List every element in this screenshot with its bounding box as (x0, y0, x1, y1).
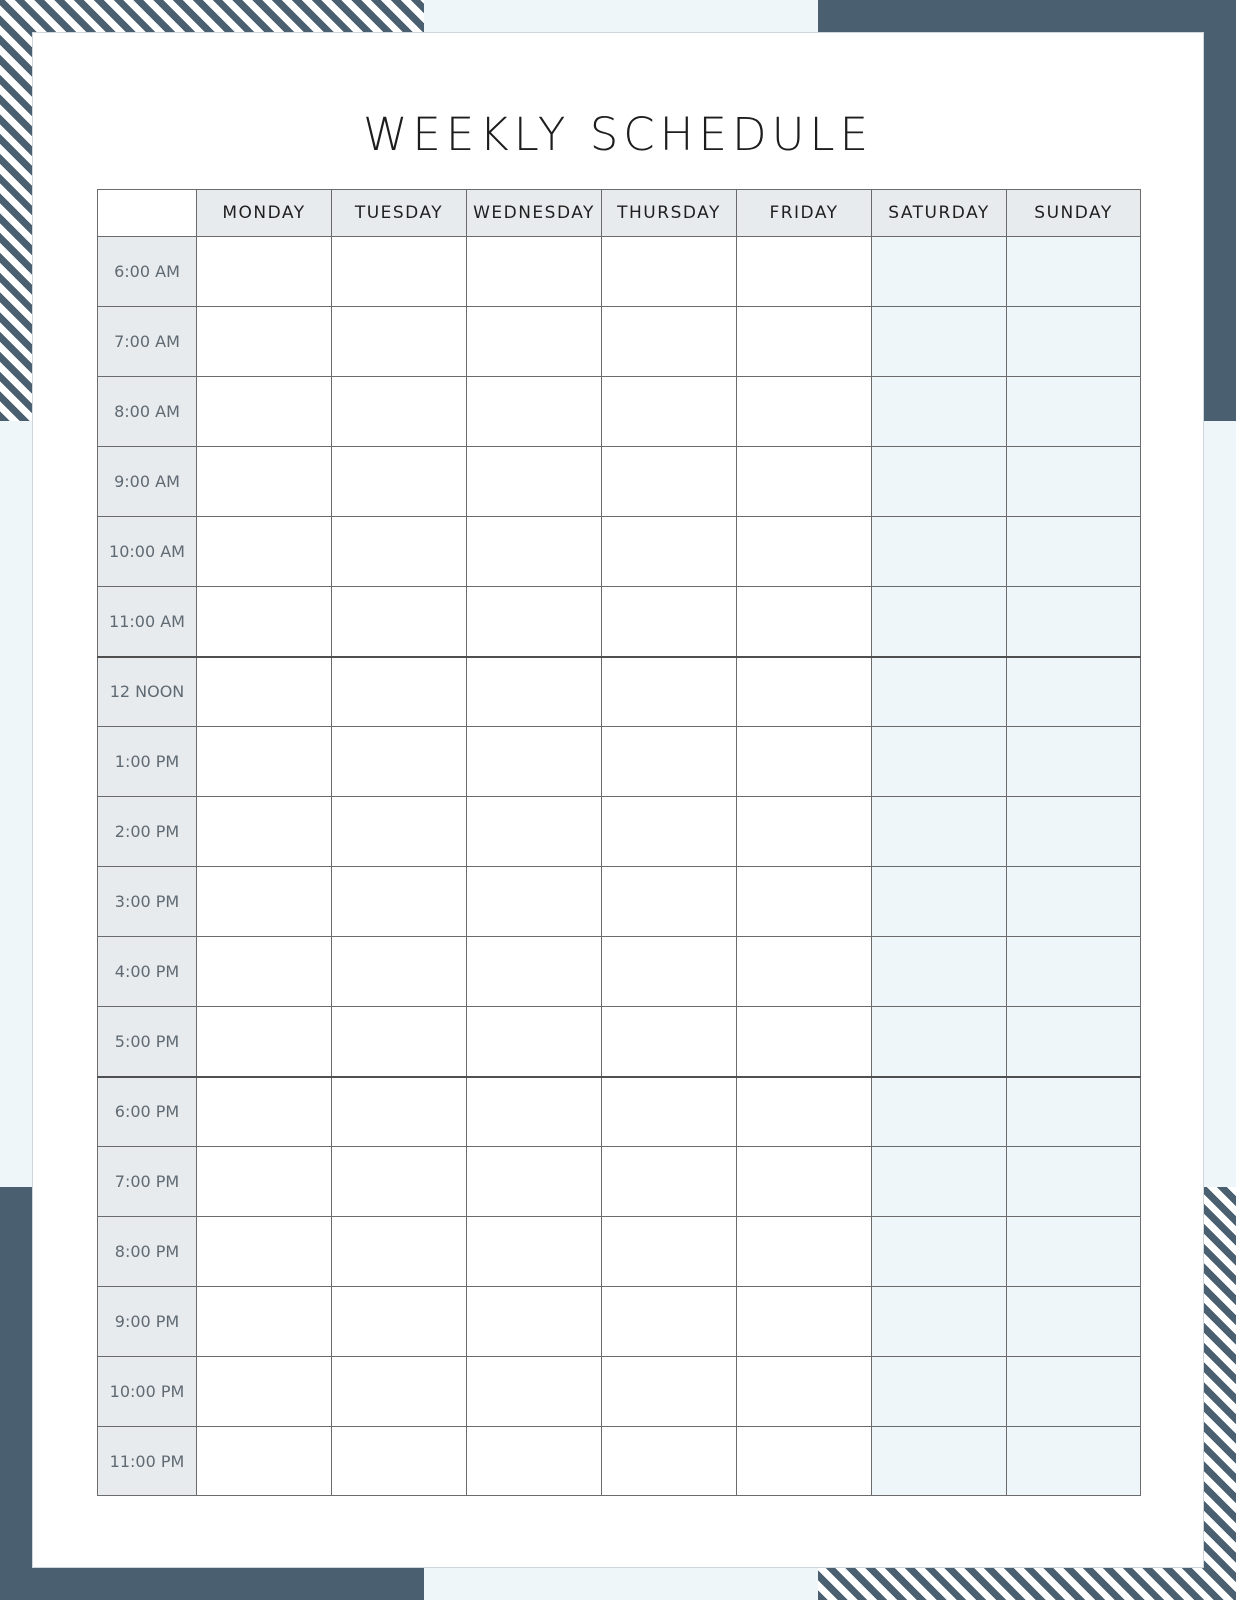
schedule-cell[interactable] (467, 237, 602, 307)
time-label: 8:00 AM (98, 377, 197, 447)
schedule-cell[interactable] (467, 1147, 602, 1217)
time-slot-row (98, 937, 1141, 1007)
schedule-cell[interactable] (197, 1147, 332, 1217)
schedule-cell[interactable] (467, 797, 602, 867)
time-slot-row (98, 377, 1141, 447)
pale-block-top-center (424, 0, 818, 32)
day-header-row (98, 190, 1141, 237)
schedule-cell[interactable] (332, 1217, 467, 1287)
schedule-cell[interactable] (872, 1357, 1007, 1427)
time-label: 7:00 AM (98, 307, 197, 377)
schedule-cell[interactable] (467, 1077, 602, 1147)
schedule-cell[interactable] (737, 237, 872, 307)
time-label: 7:00 PM (98, 1147, 197, 1217)
schedule-cell[interactable] (872, 1007, 1007, 1077)
schedule-cell[interactable] (197, 1427, 332, 1496)
schedule-cell[interactable] (602, 797, 737, 867)
schedule-cell[interactable] (332, 797, 467, 867)
schedule-cell[interactable] (1007, 587, 1141, 657)
schedule-cell[interactable] (467, 1287, 602, 1357)
schedule-cell[interactable] (737, 1427, 872, 1496)
schedule-cell[interactable] (602, 377, 737, 447)
schedule-cell[interactable] (332, 727, 467, 797)
time-slot-row (98, 1007, 1141, 1077)
day-header: FRIDAY (737, 190, 872, 237)
schedule-cell[interactable] (737, 1287, 872, 1357)
schedule-cell[interactable] (1007, 377, 1141, 447)
schedule-cell[interactable] (197, 727, 332, 797)
schedule-cell[interactable] (197, 1217, 332, 1287)
time-label: 1:00 PM (98, 727, 197, 797)
schedule-cell[interactable] (872, 447, 1007, 517)
schedule-cell[interactable] (1007, 1217, 1141, 1287)
schedule-cell[interactable] (872, 867, 1007, 937)
schedule-cell[interactable] (872, 1287, 1007, 1357)
schedule-cell[interactable] (197, 1007, 332, 1077)
schedule-cell[interactable] (197, 1357, 332, 1427)
schedule-cell[interactable] (332, 1287, 467, 1357)
time-label: 9:00 AM (98, 447, 197, 517)
schedule-cell[interactable] (332, 937, 467, 1007)
schedule-cell[interactable] (467, 657, 602, 727)
schedule-cell[interactable] (602, 1287, 737, 1357)
schedule-cell[interactable] (197, 447, 332, 517)
schedule-cell[interactable] (332, 587, 467, 657)
schedule-cell[interactable] (872, 657, 1007, 727)
schedule-cell[interactable] (467, 517, 602, 587)
schedule-cell[interactable] (332, 1007, 467, 1077)
schedule-cell[interactable] (737, 587, 872, 657)
time-slot-row (98, 1357, 1141, 1427)
schedule-cell[interactable] (737, 657, 872, 727)
schedule-cell[interactable] (602, 1077, 737, 1147)
schedule-cell[interactable] (602, 867, 737, 937)
time-label: 4:00 PM (98, 937, 197, 1007)
time-slot-row (98, 517, 1141, 587)
schedule-cell[interactable] (872, 1427, 1007, 1496)
time-slot-row (98, 587, 1141, 657)
schedule-cell[interactable] (737, 727, 872, 797)
schedule-cell[interactable] (467, 307, 602, 377)
schedule-cell[interactable] (467, 727, 602, 797)
schedule-cell[interactable] (737, 517, 872, 587)
schedule-cell[interactable] (332, 237, 467, 307)
schedule-cell[interactable] (332, 307, 467, 377)
time-label: 9:00 PM (98, 1287, 197, 1357)
schedule-cell[interactable] (737, 797, 872, 867)
schedule-cell[interactable] (197, 307, 332, 377)
schedule-cell[interactable] (872, 1147, 1007, 1217)
time-slot-row (98, 1427, 1141, 1496)
schedule-cell[interactable] (467, 867, 602, 937)
schedule-cell[interactable] (332, 377, 467, 447)
day-header: MONDAY (197, 190, 332, 237)
schedule-cell[interactable] (467, 937, 602, 1007)
schedule-cell[interactable] (467, 1427, 602, 1496)
schedule-cell[interactable] (197, 377, 332, 447)
schedule-body (98, 237, 1141, 1496)
schedule-cell[interactable] (197, 797, 332, 867)
time-slot-row (98, 1217, 1141, 1287)
schedule-cell[interactable] (737, 1357, 872, 1427)
schedule-cell[interactable] (467, 1217, 602, 1287)
schedule-cell[interactable] (872, 797, 1007, 867)
schedule-cell[interactable] (1007, 1287, 1141, 1357)
schedule-cell[interactable] (197, 867, 332, 937)
time-label: 3:00 PM (98, 867, 197, 937)
schedule-cell[interactable] (1007, 1357, 1141, 1427)
schedule-cell[interactable] (737, 447, 872, 517)
schedule-cell[interactable] (332, 1147, 467, 1217)
schedule-cell[interactable] (1007, 867, 1141, 937)
schedule-cell[interactable] (872, 1077, 1007, 1147)
time-slot-row (98, 727, 1141, 797)
time-slot-row (98, 1287, 1141, 1357)
schedule-cell[interactable] (602, 587, 737, 657)
schedule-cell[interactable] (872, 517, 1007, 587)
schedule-cell[interactable] (872, 377, 1007, 447)
schedule-cell[interactable] (602, 447, 737, 517)
schedule-cell[interactable] (1007, 447, 1141, 517)
schedule-cell[interactable] (872, 587, 1007, 657)
schedule-cell[interactable] (602, 307, 737, 377)
schedule-cell[interactable] (1007, 1007, 1141, 1077)
schedule-cell[interactable] (332, 447, 467, 517)
pale-block-bottom-center (424, 1568, 818, 1600)
schedule-cell[interactable] (467, 1007, 602, 1077)
schedule-cell[interactable] (872, 1217, 1007, 1287)
time-slot-row (98, 1147, 1141, 1217)
day-header: SUNDAY (1007, 190, 1141, 237)
schedule-cell[interactable] (467, 1357, 602, 1427)
schedule-cell[interactable] (1007, 237, 1141, 307)
schedule-page (32, 32, 1204, 1568)
schedule-cell[interactable] (1007, 937, 1141, 1007)
time-slot-row (98, 1077, 1141, 1147)
time-label: 8:00 PM (98, 1217, 197, 1287)
schedule-cell[interactable] (602, 1007, 737, 1077)
time-label: 11:00 PM (98, 1427, 197, 1496)
schedule-cell[interactable] (737, 307, 872, 377)
time-label: 6:00 AM (98, 237, 197, 307)
schedule-cell[interactable] (602, 237, 737, 307)
time-slot-row (98, 447, 1141, 517)
schedule-cell[interactable] (1007, 1077, 1141, 1147)
schedule-cell[interactable] (332, 517, 467, 587)
schedule-cell[interactable] (737, 377, 872, 447)
day-header: SATURDAY (872, 190, 1007, 237)
schedule-cell[interactable] (1007, 307, 1141, 377)
schedule-cell[interactable] (602, 937, 737, 1007)
schedule-cell[interactable] (197, 587, 332, 657)
schedule-cell[interactable] (1007, 517, 1141, 587)
day-header: TUESDAY (332, 190, 467, 237)
schedule-cell[interactable] (602, 1357, 737, 1427)
schedule-cell[interactable] (737, 1077, 872, 1147)
schedule-cell[interactable] (737, 1147, 872, 1217)
time-label: 6:00 PM (98, 1077, 197, 1147)
page-title: WEEKLY SCHEDULE (362, 108, 874, 161)
schedule-cell[interactable] (332, 1357, 467, 1427)
schedule-cell[interactable] (872, 307, 1007, 377)
schedule-table (97, 189, 1141, 1496)
time-label: 10:00 AM (98, 517, 197, 587)
schedule-cell[interactable] (197, 1287, 332, 1357)
schedule-cell[interactable] (1007, 727, 1141, 797)
schedule-cell[interactable] (467, 377, 602, 447)
schedule-cell[interactable] (602, 727, 737, 797)
schedule-cell[interactable] (602, 1217, 737, 1287)
schedule-cell[interactable] (197, 237, 332, 307)
time-slot-row (98, 657, 1141, 727)
schedule-cell[interactable] (1007, 1427, 1141, 1496)
time-label: 2:00 PM (98, 797, 197, 867)
corner-cell (98, 190, 197, 237)
time-label: 11:00 AM (98, 587, 197, 657)
schedule-cell[interactable] (872, 237, 1007, 307)
schedule-cell[interactable] (602, 1147, 737, 1217)
day-header: WEDNESDAY (467, 190, 602, 237)
schedule-cell[interactable] (197, 657, 332, 727)
schedule-cell[interactable] (737, 867, 872, 937)
schedule-cell[interactable] (1007, 657, 1141, 727)
schedule-cell[interactable] (1007, 797, 1141, 867)
schedule-cell[interactable] (737, 1007, 872, 1077)
time-label: 10:00 PM (98, 1357, 197, 1427)
time-slot-row (98, 237, 1141, 307)
schedule-cell[interactable] (602, 517, 737, 587)
schedule-cell[interactable] (467, 447, 602, 517)
schedule-cell[interactable] (197, 937, 332, 1007)
schedule-cell[interactable] (737, 937, 872, 1007)
time-label: 5:00 PM (98, 1007, 197, 1077)
schedule-cell[interactable] (1007, 1147, 1141, 1217)
schedule-cell[interactable] (602, 1427, 737, 1496)
time-label: 12 NOON (98, 657, 197, 727)
schedule-cell[interactable] (332, 1427, 467, 1496)
schedule-cell[interactable] (872, 727, 1007, 797)
schedule-cell[interactable] (332, 657, 467, 727)
schedule-cell[interactable] (332, 1077, 467, 1147)
schedule-cell[interactable] (467, 587, 602, 657)
time-slot-row (98, 867, 1141, 937)
time-slot-row (98, 797, 1141, 867)
schedule-cell[interactable] (197, 1077, 332, 1147)
time-slot-row (98, 307, 1141, 377)
schedule-cell[interactable] (602, 657, 737, 727)
day-header: THURSDAY (602, 190, 737, 237)
schedule-cell[interactable] (737, 1217, 872, 1287)
schedule-cell[interactable] (872, 937, 1007, 1007)
schedule-cell[interactable] (332, 867, 467, 937)
schedule-cell[interactable] (197, 517, 332, 587)
